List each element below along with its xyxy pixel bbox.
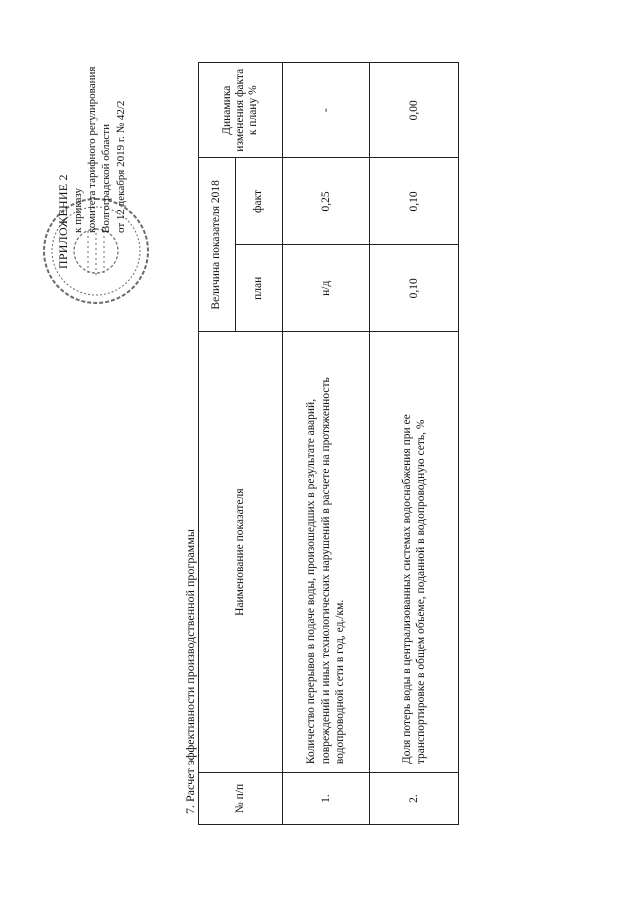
row-plan: н/д [283,245,370,332]
header-dynamics: Динамика изменения факта к плану % [199,63,283,158]
header-plan: план [236,245,283,332]
table-row [370,63,459,825]
appendix-order-ref: к приказу [72,187,84,233]
appendix-region: Волгоградской области [100,124,112,233]
header-fact: факт [236,158,283,245]
row-plan: 0,10 [370,245,459,332]
header-name: Наименование показателя [199,332,283,773]
section-title: 7. Расчет эффективности производственной программы [183,529,197,814]
row-fact: 0,25 [283,158,370,245]
row-dynamics: - [283,63,370,158]
row-num: 2. [370,773,459,825]
row-name: Доля потерь воды в централизованных системах водоснабжения при ее транспортировке в общем объеме, поданной в водопроводную сеть, % [370,332,459,773]
appendix-date: от 12 декабря 2019 г. № 42/2 [115,100,127,233]
table-row [283,63,370,825]
efficiency-table [198,62,459,825]
appendix-committee: комитета тарифного регулирования [86,66,98,233]
row-num: 1. [283,773,370,825]
row-dynamics: 0,00 [370,63,459,158]
appendix-title: ПРИЛОЖЕНИЕ 2 [56,174,70,269]
row-fact: 0,10 [370,158,459,245]
row-name: Количество перерывов в подаче воды, произошедших в результате аварий, повреждений и иных технологических нарушений в расчете на протяженность водопроводной сети в год, ед./км. [283,332,370,773]
table-header-row [199,63,236,825]
header-value-group: Величина показателя 2018 [199,158,236,332]
header-num: № п/п [199,773,283,825]
